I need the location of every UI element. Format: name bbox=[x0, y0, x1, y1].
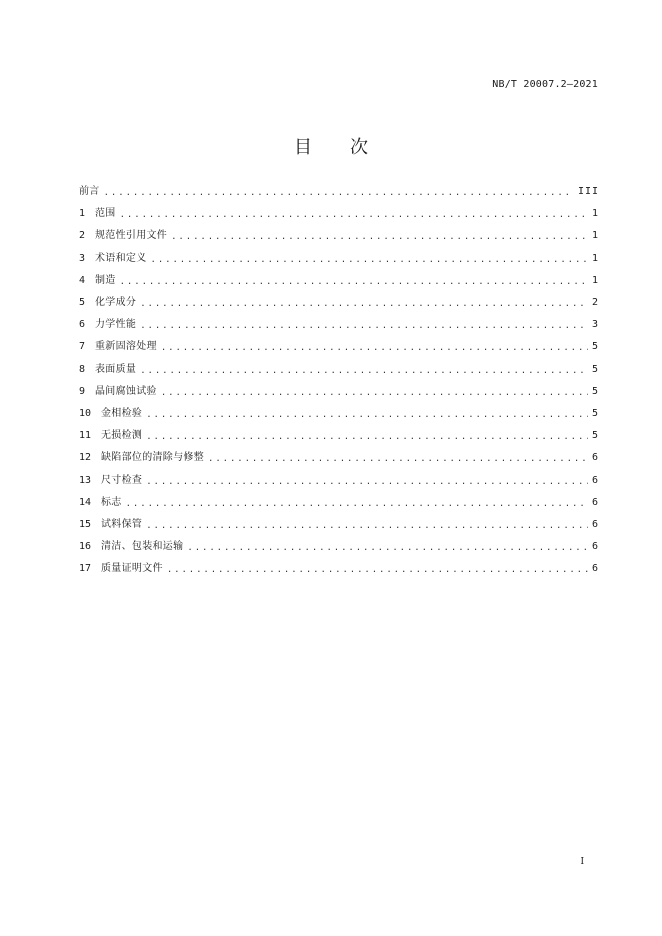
toc-entry-label: 术语和定义 bbox=[95, 252, 147, 264]
toc-entry-label: 金相检验 bbox=[101, 407, 143, 419]
standard-code: NB/T 20007.2—2021 bbox=[492, 79, 598, 90]
toc-entry[interactable] bbox=[79, 314, 599, 336]
toc-entry-page: 3 bbox=[591, 319, 599, 331]
toc-entry-label: 标志 bbox=[101, 496, 122, 508]
title-char-1: 目 bbox=[294, 137, 312, 158]
toc-entry-label: 表面质量 bbox=[95, 363, 137, 375]
toc-leader-dots bbox=[104, 187, 574, 199]
toc-leader-dots bbox=[151, 254, 588, 266]
toc-entry-number: 7 bbox=[79, 341, 86, 353]
table-of-contents bbox=[79, 181, 599, 580]
toc-entry-page: 1 bbox=[591, 208, 599, 220]
toc-leader-dots bbox=[187, 542, 588, 554]
toc-entry-page: 1 bbox=[591, 230, 599, 242]
toc-entry[interactable] bbox=[79, 270, 599, 292]
toc-entry[interactable] bbox=[79, 203, 599, 225]
toc-leader-dots bbox=[161, 342, 588, 354]
toc-entry-label: 试料保管 bbox=[101, 518, 143, 530]
toc-entry-number: 10 bbox=[79, 407, 92, 419]
toc-entry-label: 范围 bbox=[95, 208, 116, 220]
toc-entry-number: 11 bbox=[79, 430, 92, 442]
toc-leader-dots bbox=[140, 298, 588, 310]
toc-entry-number: 8 bbox=[79, 363, 86, 375]
toc-entry-label: 缺陷部位的清除与修整 bbox=[101, 452, 204, 464]
toc-entry-page: 2 bbox=[591, 297, 599, 309]
toc-entry-label: 重新固溶处理 bbox=[95, 341, 157, 353]
toc-entry-page: 6 bbox=[591, 518, 599, 530]
toc-entry[interactable] bbox=[79, 359, 599, 381]
toc-leader-dots bbox=[208, 453, 588, 465]
toc-entry-number: 3 bbox=[79, 252, 86, 264]
toc-entry-page: 6 bbox=[591, 474, 599, 486]
toc-entry-number: 9 bbox=[79, 385, 86, 397]
toc-entry[interactable] bbox=[79, 336, 599, 358]
toc-entry-page: 6 bbox=[591, 563, 599, 575]
toc-leader-dots bbox=[161, 387, 588, 399]
toc-entry-page: 6 bbox=[591, 541, 599, 553]
toc-entry-number: 12 bbox=[79, 452, 92, 464]
toc-entry-label: 无损检测 bbox=[101, 430, 143, 442]
toc-entry[interactable] bbox=[79, 469, 599, 491]
toc-entry[interactable] bbox=[79, 292, 599, 314]
toc-leader-dots bbox=[171, 231, 588, 243]
toc-leader-dots bbox=[146, 431, 588, 443]
toc-entry-number: 1 bbox=[79, 208, 86, 220]
toc-leader-dots bbox=[167, 564, 588, 576]
toc-leader-dots bbox=[120, 209, 588, 221]
page-number: I bbox=[580, 857, 584, 867]
toc-entry-page: 5 bbox=[591, 385, 599, 397]
toc-entry[interactable] bbox=[79, 225, 599, 247]
toc-entry-page: 5 bbox=[591, 430, 599, 442]
toc-leader-dots bbox=[146, 409, 588, 421]
toc-entry-label: 化学成分 bbox=[95, 297, 137, 309]
toc-entry-number: 4 bbox=[79, 274, 86, 286]
toc-entry-label: 制造 bbox=[95, 274, 116, 286]
toc-leader-dots bbox=[140, 320, 588, 332]
toc-entry-page: 1 bbox=[591, 252, 599, 264]
toc-entry-page: 5 bbox=[591, 407, 599, 419]
toc-entry[interactable] bbox=[79, 403, 599, 425]
toc-entry-number: 13 bbox=[79, 474, 92, 486]
toc-entry[interactable] bbox=[79, 425, 599, 447]
toc-entry-number: 5 bbox=[79, 297, 86, 309]
toc-entry-label: 尺寸检查 bbox=[101, 474, 143, 486]
toc-entry-label: 前言 bbox=[79, 186, 100, 198]
toc-entry[interactable] bbox=[79, 248, 599, 270]
toc-leader-dots bbox=[126, 498, 588, 510]
toc-leader-dots bbox=[120, 276, 588, 288]
toc-entry[interactable] bbox=[79, 447, 599, 469]
toc-entry[interactable] bbox=[79, 381, 599, 403]
toc-leader-dots bbox=[146, 476, 588, 488]
title-char-2: 次 bbox=[350, 137, 368, 158]
toc-entry-number: 6 bbox=[79, 319, 86, 331]
toc-entry-number: 14 bbox=[79, 496, 92, 508]
toc-leader-dots bbox=[140, 365, 588, 377]
toc-entry[interactable] bbox=[79, 536, 599, 558]
toc-entry-page: 6 bbox=[591, 452, 599, 464]
toc-entry-label: 清洁、包装和运输 bbox=[101, 541, 184, 553]
toc-entry-label: 规范性引用文件 bbox=[95, 230, 168, 242]
toc-entry-number: 16 bbox=[79, 541, 92, 553]
toc-entry[interactable] bbox=[79, 558, 599, 580]
toc-entry-page: 5 bbox=[591, 341, 599, 353]
toc-entry-page: 6 bbox=[591, 496, 599, 508]
toc-entry-number: 15 bbox=[79, 518, 92, 530]
toc-entry-label: 质量证明文件 bbox=[101, 563, 163, 575]
toc-entry-page: 5 bbox=[591, 363, 599, 375]
toc-entry-page: 1 bbox=[591, 274, 599, 286]
toc-entry[interactable] bbox=[79, 514, 599, 536]
toc-entry[interactable] bbox=[79, 492, 599, 514]
toc-entry-preface[interactable] bbox=[79, 181, 599, 203]
toc-entry-number: 17 bbox=[79, 563, 92, 575]
page-title bbox=[0, 133, 662, 159]
toc-entry-label: 晶间腐蚀试验 bbox=[95, 385, 157, 397]
toc-entry-number: 2 bbox=[79, 230, 86, 242]
toc-leader-dots bbox=[146, 520, 588, 532]
toc-entry-label: 力学性能 bbox=[95, 319, 137, 331]
toc-entry-page: III bbox=[577, 186, 599, 198]
